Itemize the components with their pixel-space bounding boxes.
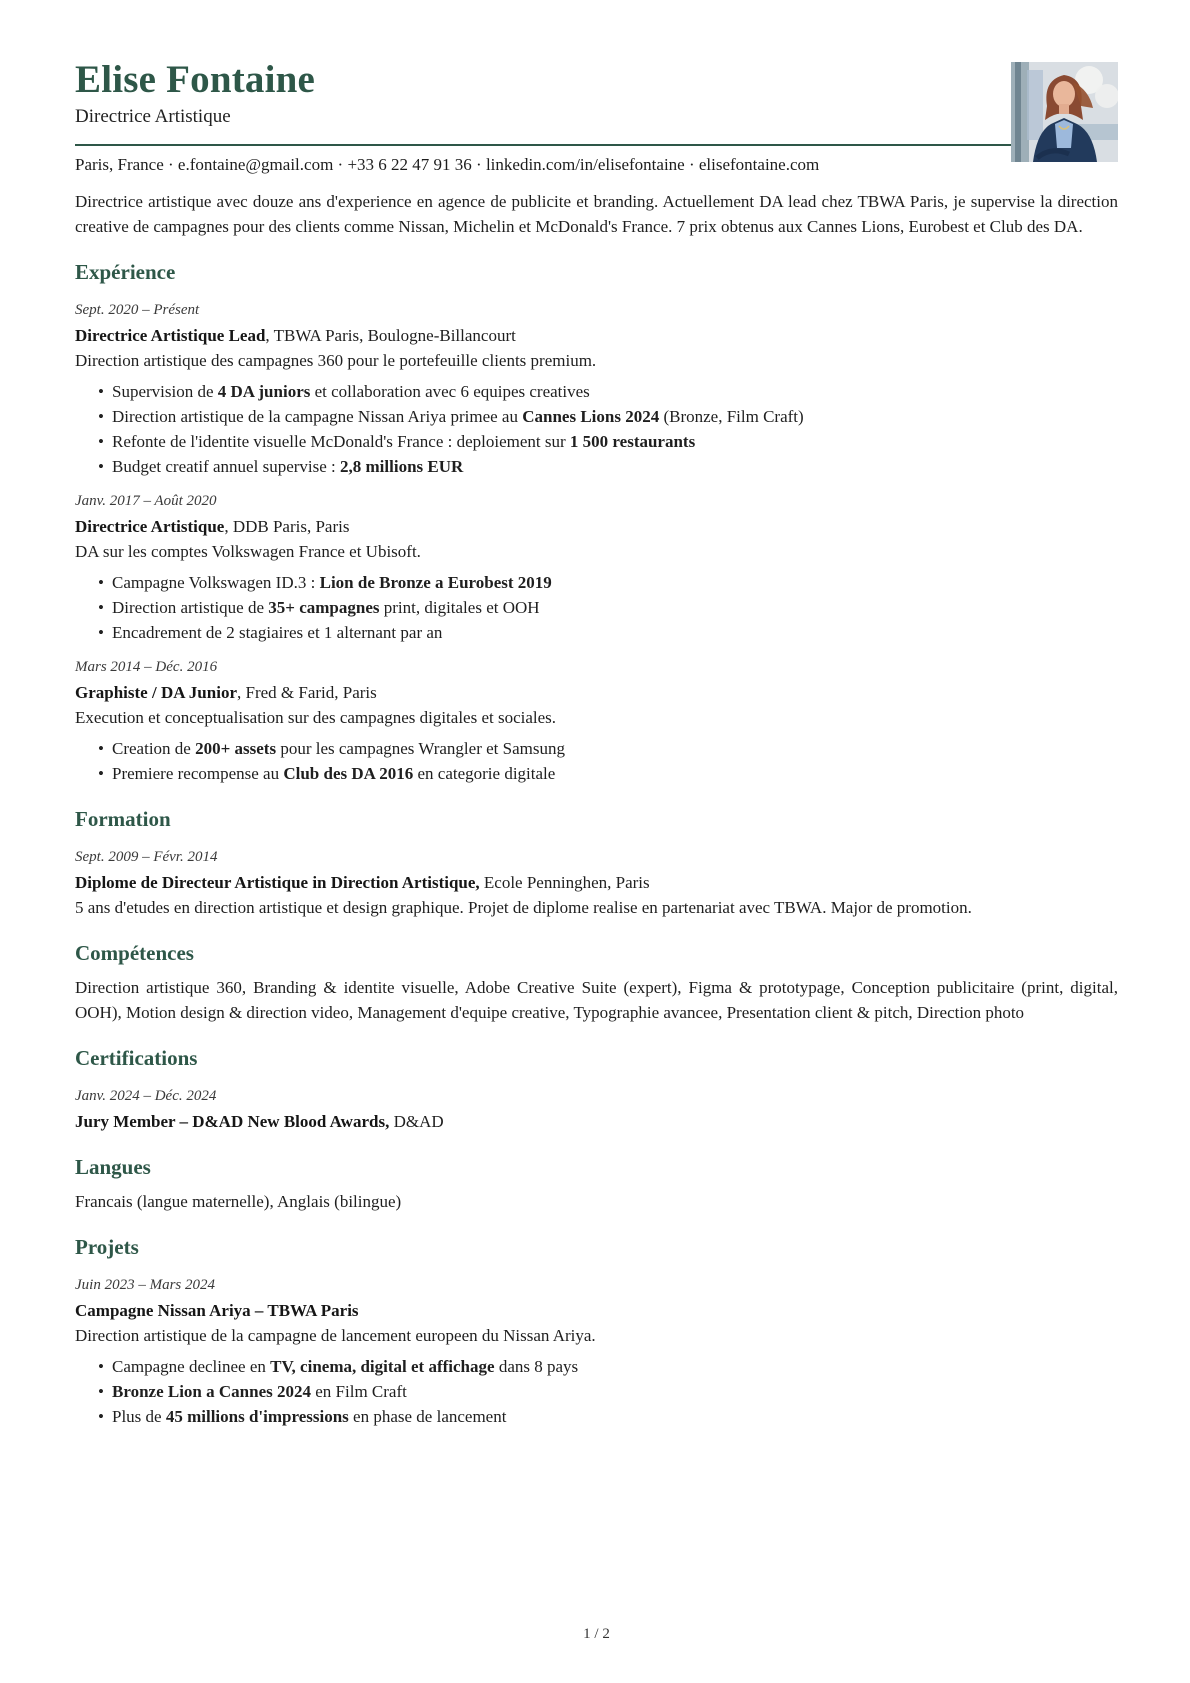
bullet-list bbox=[75, 736, 1118, 786]
section-heading-projets: Projets bbox=[75, 1235, 139, 1260]
job-title: Directrice Artistique bbox=[75, 106, 231, 128]
certification-entry bbox=[75, 1084, 1118, 1134]
competences-text: Direction artistique 360, Branding & identite visuelle, Adobe Creative Suite (expert), Figma & prototypage, Conception publicitaire (print, digital, OOH), Motion design & direction video, Management d'equipe creative, Typographie avancee, Presentation client & pitch, Direction photo bbox=[75, 978, 1118, 1023]
bullet-item: • Premiere recompense au Club des DA 2016 en categorie digitale bbox=[112, 761, 1118, 786]
entry-date: Sept. 2009 – Févr. 2014 bbox=[75, 849, 218, 866]
bullet-item: • Bronze Lion a Cannes 2024 en Film Craft bbox=[112, 1379, 1118, 1404]
bullet-item: • Campagne declinee en TV, cinema, digital et affichage dans 8 pays bbox=[112, 1354, 1118, 1379]
bullet-item: • Refonte de l'identite visuelle McDonald's France : deploiement sur 1 500 restaurants bbox=[112, 429, 1118, 454]
entry-description: Direction artistique de la campagne de lancement europeen du Nissan Ariya. bbox=[75, 1326, 596, 1346]
section-heading-competences: Compétences bbox=[75, 941, 194, 966]
entry-title: Directrice Artistique Lead, TBWA Paris, Boulogne-Billancourt bbox=[75, 326, 516, 346]
entry-date: Juin 2023 – Mars 2024 bbox=[75, 1277, 215, 1294]
bullet-item: • Budget creatif annuel supervise : 2,8 millions EUR bbox=[112, 454, 1118, 479]
entry-title: Diplome de Directeur Artistique in Direction Artistique, Ecole Penninghen, Paris bbox=[75, 873, 650, 893]
entry-title: Graphiste / DA Junior, Fred & Farid, Paris bbox=[75, 683, 377, 703]
entry-title: Jury Member – D&AD New Blood Awards, D&AD bbox=[75, 1112, 444, 1132]
bullet-item: • Encadrement de 2 stagiaires et 1 alternant par an bbox=[112, 620, 1118, 645]
page-number: 1 / 2 bbox=[583, 1626, 610, 1642]
entry-description: Execution et conceptualisation sur des campagnes digitales et sociales. bbox=[75, 708, 557, 728]
section-heading-experience: Expérience bbox=[75, 260, 176, 285]
person-name: Elise Fontaine bbox=[75, 58, 316, 101]
section-heading-certifications: Certifications bbox=[75, 1046, 198, 1071]
bullet-list bbox=[75, 570, 1118, 645]
section-heading-langues: Langues bbox=[75, 1155, 151, 1180]
header bbox=[75, 58, 1118, 128]
bullet-item: • Supervision de 4 DA juniors et collaboration avec 6 equipes creatives bbox=[112, 379, 1118, 404]
section-heading-formation: Formation bbox=[75, 807, 171, 832]
entry-date: Janv. 2017 – Août 2020 bbox=[75, 493, 217, 510]
bullet-list bbox=[75, 1354, 1118, 1429]
bullet-item: • Direction artistique de la campagne Nissan Ariya primee au Cannes Lions 2024 (Bronze, Film Craft) bbox=[112, 404, 1118, 429]
entry-description: Direction artistique des campagnes 360 pour le portefeuille clients premium. bbox=[75, 351, 597, 371]
bullet-item: • Plus de 45 millions d'impressions en phase de lancement bbox=[112, 1404, 1118, 1429]
experience-entry-2 bbox=[75, 489, 1118, 645]
entry-date: Janv. 2024 – Déc. 2024 bbox=[75, 1088, 217, 1105]
profile-photo-illustration bbox=[1011, 62, 1118, 162]
bullet-list bbox=[75, 379, 1118, 479]
contact-line: Paris, France · e.fontaine@gmail.com · +33 6 22 47 91 36 · linkedin.com/in/elisefontaine · elisefontaine.com bbox=[75, 155, 820, 175]
bullet-item: • Campagne Volkswagen ID.3 : Lion de Bronze a Eurobest 2019 bbox=[112, 570, 1118, 595]
entry-description: 5 ans d'etudes en direction artistique et design graphique. Projet de diplome realise en partenariat avec TBWA. Major de promotion. bbox=[75, 898, 972, 918]
bullet-item: • Direction artistique de 35+ campagnes print, digitales et OOH bbox=[112, 595, 1118, 620]
formation-entry bbox=[75, 845, 1118, 920]
header-divider bbox=[75, 144, 1118, 146]
entry-description: DA sur les comptes Volkswagen France et Ubisoft. bbox=[75, 542, 421, 562]
profile-summary: Directrice artistique avec douze ans d'experience en agence de publicite et branding. Actuellement DA lead chez TBWA Paris, je supervise la direction creative de campagnes pour des clients comme Nissan, Michelin et McDonald's France. 7 prix obtenus aux Cannes Lions, Eurobest et Club des DA. bbox=[75, 192, 1118, 237]
entry-title: Directrice Artistique, DDB Paris, Paris bbox=[75, 517, 350, 537]
entry-date: Sept. 2020 – Présent bbox=[75, 302, 200, 319]
entry-date: Mars 2014 – Déc. 2016 bbox=[75, 659, 218, 676]
experience-entry-3 bbox=[75, 655, 1118, 786]
langues-text: Francais (langue maternelle), Anglais (bilingue) bbox=[75, 1192, 402, 1212]
experience-entry-1 bbox=[75, 298, 1118, 479]
projet-entry bbox=[75, 1273, 1118, 1429]
profile-photo bbox=[1011, 62, 1118, 162]
entry-title: Campagne Nissan Ariya – TBWA Paris bbox=[75, 1301, 359, 1321]
bullet-item: • Creation de 200+ assets pour les campagnes Wrangler et Samsung bbox=[112, 736, 1118, 761]
